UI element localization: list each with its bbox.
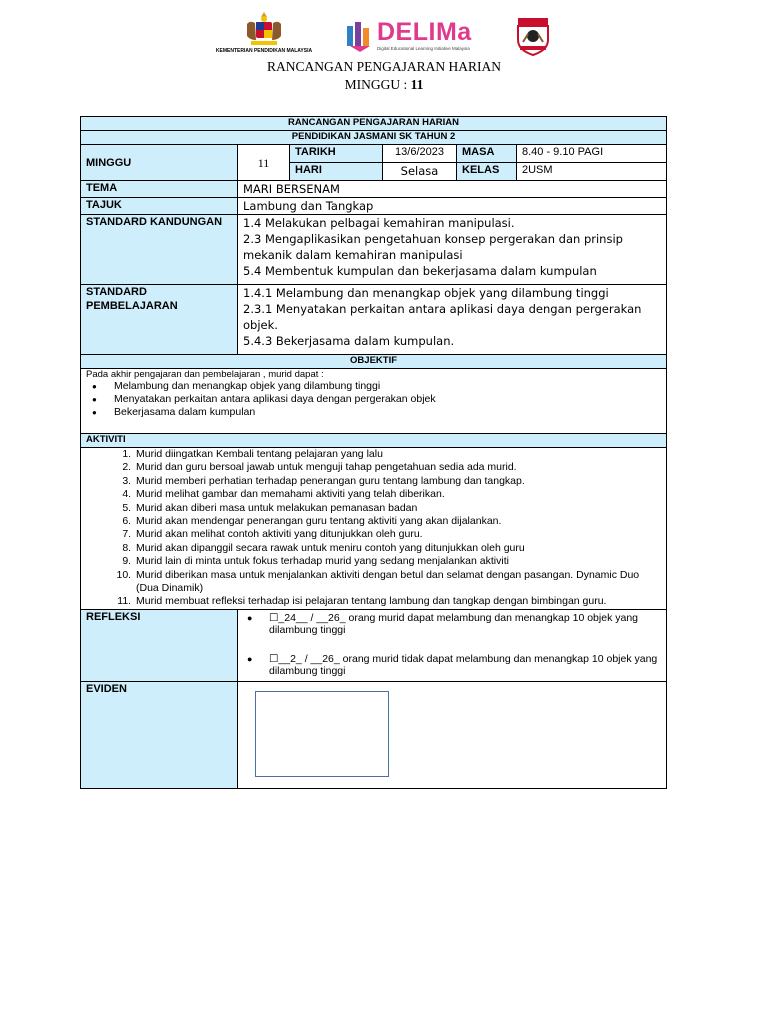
eviden-label: EVIDEN [81, 681, 238, 788]
list-item: 8. Murid akan dipanggil secara rawak untuk meniru contoh yang ditunjukkan oleh guru [134, 542, 661, 555]
tema-label: TEMA [81, 181, 238, 198]
table-title: RANCANGAN PENGAJARAN HARIAN [81, 117, 667, 131]
tajuk-value: Lambung dan Tangkap [238, 198, 667, 215]
eviden-content [238, 681, 667, 788]
refleksi-text: ☐_24__ / __26_ orang murid dapat melambung dan menangkap 10 objek yang dilambung tinggi [269, 611, 639, 636]
masa-value: 8.40 - 9.10 PAGI [517, 145, 667, 163]
kpm-label: KEMENTERIAN PENDIDIKAN MALAYSIA [215, 48, 313, 54]
delima-mark-icon [346, 18, 374, 52]
list-item: 2. Murid dan guru bersoal jawab untuk menguji tahap pengetahuan sedia ada murid. [134, 461, 661, 474]
hari-label: HARI [290, 163, 383, 181]
refleksi-content [238, 609, 667, 681]
delima-name: DELIMa [377, 18, 472, 46]
evidence-image-placeholder [255, 691, 389, 777]
list-item: 5. Murid akan diberi masa untuk melakukan pemanasan badan [134, 502, 661, 515]
aktiviti-content [81, 448, 667, 610]
aktiviti-list [86, 448, 661, 609]
list-item: 3. Murid memberi perhatian terhadap penerangan guru tentang lambung dan tangkap. [134, 475, 661, 488]
sk-content [238, 215, 667, 285]
objektif-intro: Pada akhir pengajaran dan pembelajaran , murid dapat : [86, 369, 324, 380]
school-crest [514, 16, 552, 56]
tarikh-value: 13/6/2023 [383, 145, 457, 163]
objektif-header: OBJEKTIF [81, 355, 667, 369]
list-item: 6. Murid akan mendengar penerangan guru tentang aktiviti yang akan dijalankan. [134, 515, 661, 528]
header-logos [0, 0, 768, 60]
list-item: ● Bekerjasama dalam kumpulan [114, 406, 661, 419]
bullet-icon: ● [247, 653, 253, 664]
sp-item: 5.4.3 Bekerjasama dalam kumpulan. [243, 334, 455, 348]
lesson-plan-table [80, 116, 667, 789]
objektif-list [86, 380, 661, 419]
tema-value: MARI BERSENAM [238, 181, 667, 198]
week-value: 11 [410, 77, 424, 92]
list-item: 4. Murid melihat gambar dan memahami aktiviti yang telah diberikan. [134, 488, 661, 501]
list-item: 1. Murid diingatkan Kembali tentang pelajaran yang lalu [134, 448, 661, 461]
kpm-logo [214, 10, 314, 60]
list-item: 10. Murid diberikan masa untuk menjalankan aktiviti dengan betul dan selamat dengan pasangan. Dynamic Duo (Dua Dinamik) [134, 569, 661, 596]
list-item: 11. Murid membuat refleksi terhadap isi pelajaran tentang lambung dan tangkap dengan bimbingan guru. [134, 595, 661, 608]
minggu-label: MINGGU [81, 145, 238, 181]
refleksi-item [243, 653, 661, 677]
hari-value: Selasa [383, 163, 457, 181]
coat-of-arms-icon [241, 10, 287, 48]
sk-item: 5.4 Membentuk kumpulan dan bekerjasama dalam kumpulan [243, 264, 597, 278]
bullet-icon: ● [247, 612, 253, 623]
masa-label: MASA [457, 145, 517, 163]
sp-item: 1.4.1 Melambung dan menangkap objek yang dilambung tinggi [243, 286, 609, 300]
sp-content [238, 285, 667, 355]
kelas-value: 2USM [517, 163, 667, 181]
list-item: 9. Murid lain di minta untuk fokus terhadap murid yang sedang menjalankan aktiviti [134, 555, 661, 568]
sk-label: STANDARD KANDUNGAN [81, 215, 238, 285]
school-crest-icon [514, 16, 552, 56]
document-title: RANCANGAN PENGAJARAN HARIAN [266, 59, 501, 74]
delima-tagline: Digital Educational Learning Initiative Malaysia [377, 46, 470, 51]
aktiviti-header: AKTIVITI [81, 434, 667, 448]
sp-label: STANDARD PEMBELAJARAN [81, 285, 238, 355]
week-label: MINGGU : [344, 77, 408, 92]
list-item: ● Menyatakan perkaitan antara aplikasi daya dengan pergerakan objek [114, 393, 661, 406]
sk-item: 1.4 Melakukan pelbagai kemahiran manipulasi. [243, 216, 515, 230]
list-item: 7. Murid akan melihat contoh aktiviti yang ditunjukkan oleh guru. [134, 528, 661, 541]
refleksi-label: REFLEKSI [81, 609, 238, 681]
refleksi-text: ☐__2_ / __26_ orang murid tidak dapat melambung dan menangkap 10 objek yang dilambung tinggi [269, 652, 658, 677]
minggu-value: 11 [238, 145, 290, 181]
refleksi-item [243, 612, 661, 636]
tarikh-label: TARIKH [290, 145, 383, 163]
week-heading [0, 77, 768, 93]
sp-item: 2.3.1 Menyatakan perkaitan antara aplikasi daya dengan pergerakan objek. [243, 302, 642, 332]
kelas-label: KELAS [457, 163, 517, 181]
subject-title: PENDIDIKAN JASMANI SK TAHUN 2 [81, 131, 667, 145]
list-item: ● Melambung dan menangkap objek yang dilambung tinggi [114, 380, 661, 393]
delima-logo [346, 18, 481, 54]
objektif-content [81, 369, 667, 434]
sk-item: 2.3 Mengaplikasikan pengetahuan konsep pergerakan dan prinsip mekanik dalam kemahiran manipulasi [243, 232, 623, 262]
tajuk-label: TAJUK [81, 198, 238, 215]
